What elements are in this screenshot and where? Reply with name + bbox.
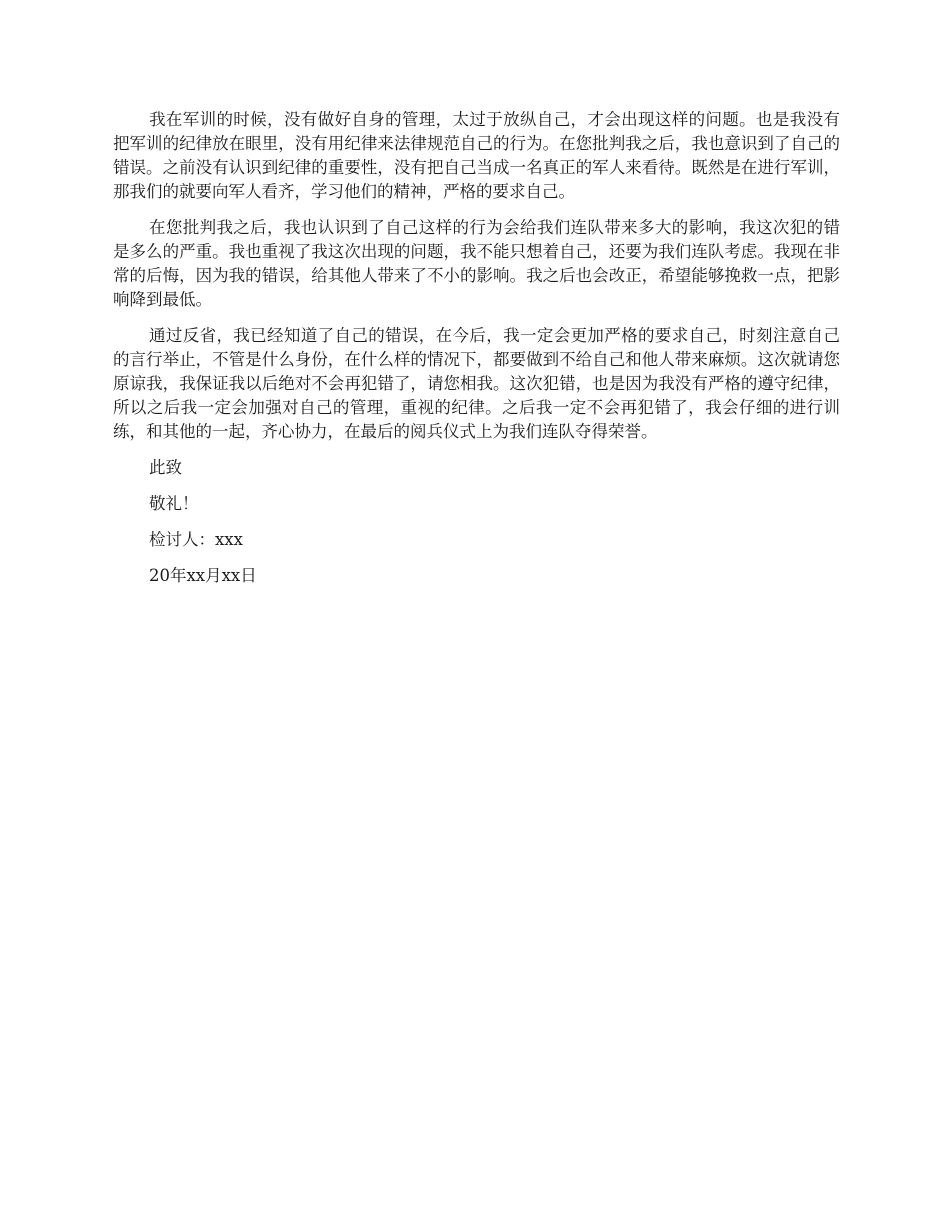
paragraph-3: 通过反省，我已经知道了自己的错误，在今后，我一定会更加严格的要求自己，时刻注意自己的言行举止，不管是什么身份，在什么样的情况下，都要做到不给自己和他人带来麻烦。这次就请您原谅我，我保证我以后绝对不会再犯错了，请您相我。这次犯错，也是因为我没有严格的遵守纪律，所以之后我一定会加强对自己的管理，重视的纪律。之后我一定不会再犯错了，我会仔细的进行训练，和其他的一起，齐心协力，在最后的阅兵仪式上为我们连队夺得荣誉。 <box>113 326 840 441</box>
signature: 检讨人：xxx <box>149 530 243 549</box>
closing-salutation: 此致 <box>149 458 182 477</box>
paragraph-1: 我在军训的时候，没有做好自身的管理，太过于放纵自己，才会出现这样的问题。也是我没有把军训的纪律放在眼里，没有用纪律来法律规范自己的行为。在您批判我之后，我也意识到了自己的错误。之前没有认识到纪律的重要性，没有把自己当成一名真正的军人来看待。既然是在进行军训，那我们的就要向军人看齐，学习他们的精神，严格的要求自己。 <box>113 110 840 201</box>
closing-respect: 敬礼！ <box>149 494 199 513</box>
paragraph-2: 在您批判我之后，我也认识到了自己这样的行为会给我们连队带来多大的影响，我这次犯的错是多么的严重。我也重视了我这次出现的问题，我不能只想着自己，还要为我们连队考虑。我现在非常的后悔，因为我的错误，给其他人带来了不小的影响。我之后也会改正，希望能够挽救一点，把影响降到最低。 <box>113 218 840 309</box>
date: 20年xx月xx日 <box>149 566 257 585</box>
document-body <box>113 108 840 600</box>
